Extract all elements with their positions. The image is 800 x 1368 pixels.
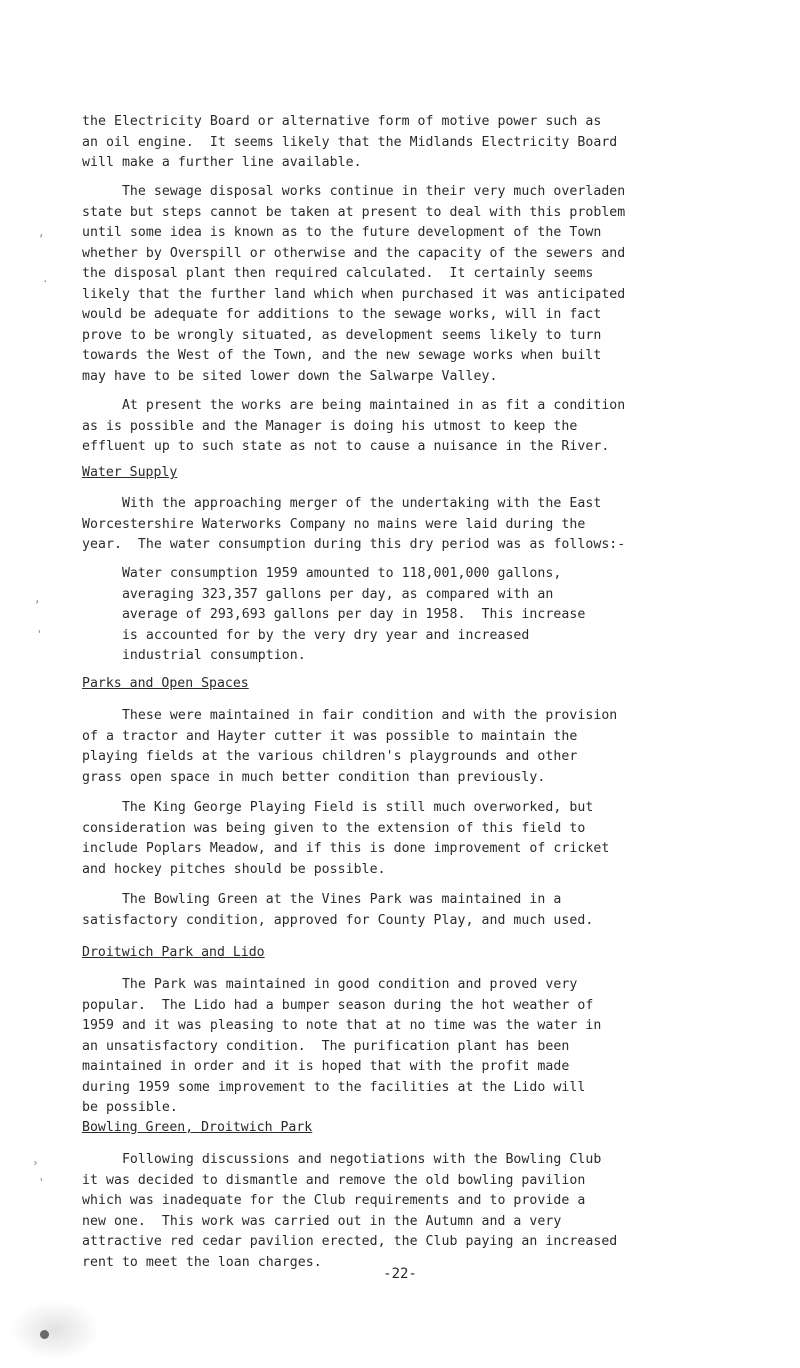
paragraph-electricity: the Electricity Board or alternative form of motive power such as an oil engine. It seems likely that the Midlands Electricity Board will make a further line available. [82,114,618,170]
scan-mark: , [34,592,41,605]
paragraph-sewage-disposal: The sewage disposal works continue in their very much overladen state but steps cannot be taken at present to deal with this problem until some idea is known as to the future development of the Town whether by Overspill or otherwise and the capacity of the sewers and the disposal plant then required calculated. It certainly seems likely that the further land which when purchased it was anticipated would be adequate for additions to the sewage works, will in fact prove to be wrongly situated, as development seems likely to turn towards the West of the Town, and the new sewage works when built may have to be sited lower down the Salwarpe Valley. [82,184,626,384]
scan-mark: › [32,1156,39,1169]
scan-mark: , [38,226,45,239]
page-number: -22- [383,1266,417,1282]
heading-bowling-green-park: Bowling Green, Droitwich Park [82,1120,313,1135]
paragraph-works-maintenance: At present the works are being maintained in as fit a condition as is possible and the Manager is doing his utmost to keep the effluent up to such state as not to cause a nuisance in the River. [82,398,626,454]
heading-water-supply: Water Supply [82,465,178,480]
heading-parks-open-spaces: Parks and Open Spaces [82,676,249,691]
paragraph-vines-bowling-green: The Bowling Green at the Vines Park was maintained in a satisfactory condition, approved for County Play, and much used. [82,892,594,928]
scan-mark: ' [38,1176,45,1189]
paragraph-water-consumption: Water consumption 1959 amounted to 118,001,000 gallons, averaging 323,357 gallons per day, as compared with an average of 293,693 gallons per day in 1958. This increase is accounted for by the very dry year and increased industrial consumption. [121,566,586,663]
scan-shadow [10,1300,100,1360]
scan-speck [40,1330,49,1339]
scan-mark: ' [36,628,43,641]
paragraph-bowling-pavilion: Following discussions and negotiations with the Bowling Club it was decided to dismantle and remove the old bowling pavilion which was inadequate for the Club requirements and to provide a new one. This work was carried out in the Autumn and a very attractive red cedar pavilion erected, the Club paying an increased rent to meet the loan charges. [82,1152,618,1270]
scan-mark: . [42,272,49,285]
paragraph-water-merger: With the approaching merger of the undertaking with the East Worcestershire Waterworks Company no mains were laid during the year. The water consumption during this dry period was as follows:- [82,496,626,552]
heading-droitwich-park-lido: Droitwich Park and Lido [82,945,265,960]
paragraph-park-lido: The Park was maintained in good condition and proved very popular. The Lido had a bumper season during the hot weather of 1959 and it was pleasing to note that at no time was the water in an unsatisfactory condition. The purification plant has been maintained in order and it is hoped that with the profit made during 1959 some improvement to the facilities at the Lido will be possible. [82,977,602,1115]
paragraph-parks-maintenance: These were maintained in fair condition and with the provision of a tractor and Hayter cutter it was possible to maintain the playing fields at the various children's playgrounds and other grass open space in much better condition than previously. [82,708,618,785]
paragraph-king-george-field: The King George Playing Field is still much overworked, but consideration was being given to the extension of this field to include Poplars Meadow, and if this is done improvement of cricket and hockey pitches should be possible. [82,800,610,877]
